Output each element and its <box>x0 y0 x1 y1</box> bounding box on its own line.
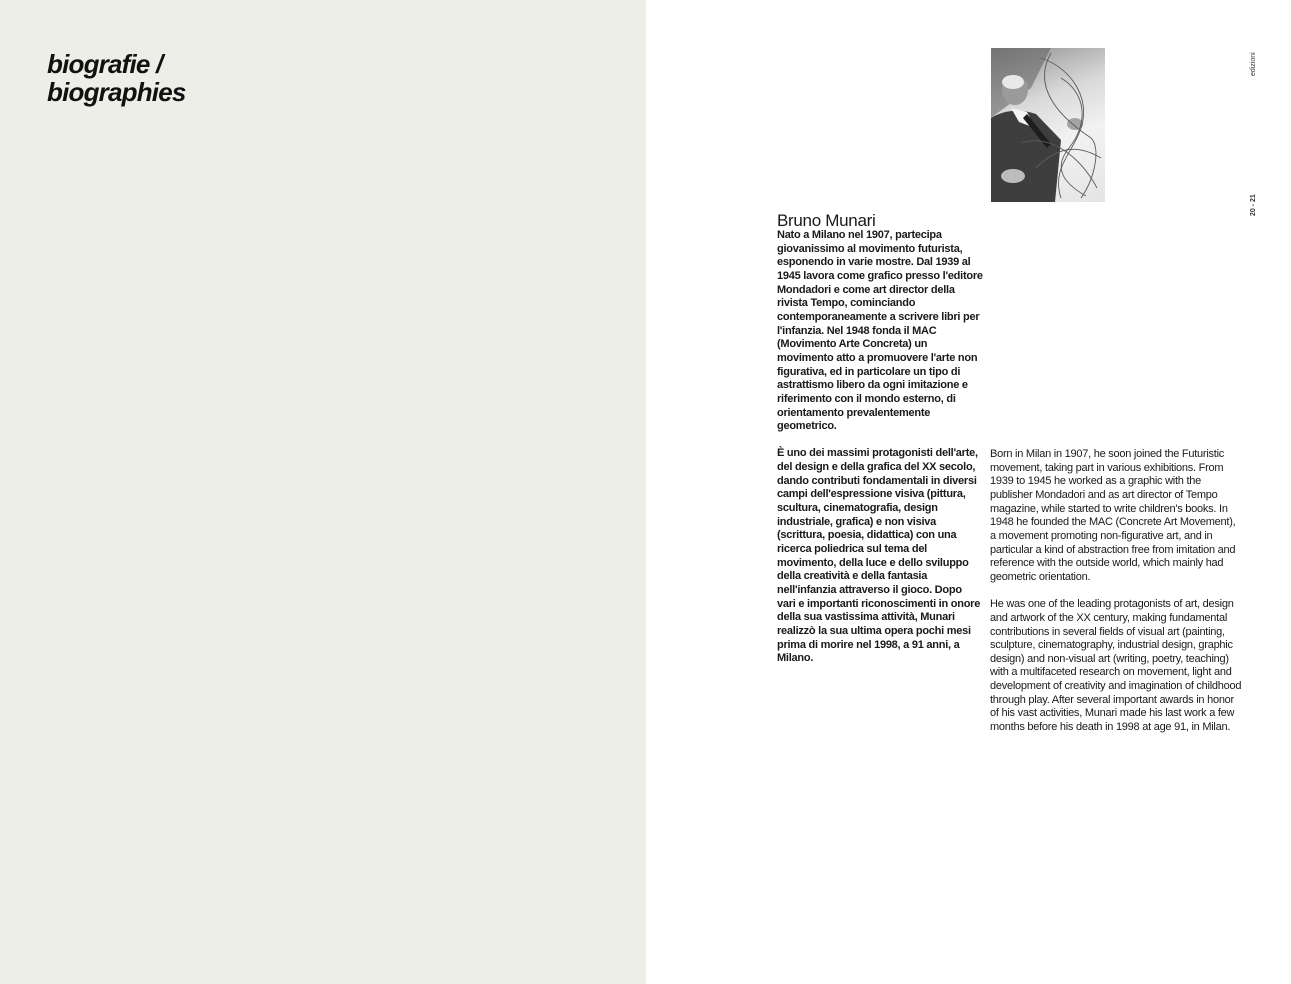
artist-portrait-photo <box>991 48 1105 202</box>
biography-italian <box>777 229 983 666</box>
artist-name: Bruno Munari <box>777 211 876 230</box>
section-title-english: biographies <box>47 77 186 107</box>
bio-it-paragraph-2: È uno dei massimi protagonisti dell'arte, del design e della grafica del XX secolo, dando contributi fondamentali in diversi campi dell'espressione visiva (pittura, scultura, cinematografia, design industriale, grafica) e non visiva (scrittura, poesia, didattica) con una ricerca poliedrica sul tema del movimento, della luce e dello sviluppo della creatività e della fantasia nell'infanzia attraverso il gioco. Dopo vari e importanti riconoscimenti in onore della sua vastissima attività, Munari realizzò la sua ultima opera pochi mesi prima di morire nel 1998, a 91 anni, a Milano. <box>777 447 981 665</box>
section-title-italian: biografie / <box>47 49 163 79</box>
section-title <box>47 50 186 106</box>
right-page <box>646 0 1291 984</box>
page-numbers: 20 - 21 <box>1250 194 1257 216</box>
portrait-illustration <box>991 48 1105 202</box>
edition-label: edizioni <box>1250 52 1257 76</box>
bio-en-paragraph-2: He was one of the leading protagonists of art, design and artwork of the XX century, making fundamental contributions in several fields of visual art (painting, sculpture, cinematography, industrial design, graphic design) and non-visual art (writing, poetry, teaching) with a multifaceted research on movement, light and development of creativity and imagination of childhood through play. After several important awards in honor of his vast activities, Munari made his last work a few months before his death in 1998 at age 91, in Milan. <box>990 598 1242 734</box>
bio-it-paragraph-1: Nato a Milano nel 1907, partecipa giovanissimo al movimento futurista, esponendo in varie mostre. Dal 1939 al 1945 lavora come grafico presso l'editore Mondadori e come art director della rivista Tempo, cominciando contemporaneamente a scrivere libri per l'infanzia. Nel 1948 fonda il MAC (Movimento Arte Concreta) un movimento atto a promuovere l'arte non figurativa, ed in particolare un tipo di astrattismo libero da ogni imitazione e riferimento con il mondo esterno, di orientamento prevalentemente geometrico. <box>777 229 983 433</box>
bio-en-paragraph-1: Born in Milan in 1907, he soon joined the Futuristic movement, taking part in various exhibitions. From 1939 to 1945 he worked as a graphic with the publisher Mondadori and as art director of Tempo magazine, while started to write children's books. In 1948 he founded the MAC (Concrete Art Movement), a movement promoting non-figurative art, and in particular a kind of abstraction free from imitation and reference with the outside world, which mainly had geometric orientation. <box>990 448 1236 583</box>
biography-english <box>990 448 1244 735</box>
